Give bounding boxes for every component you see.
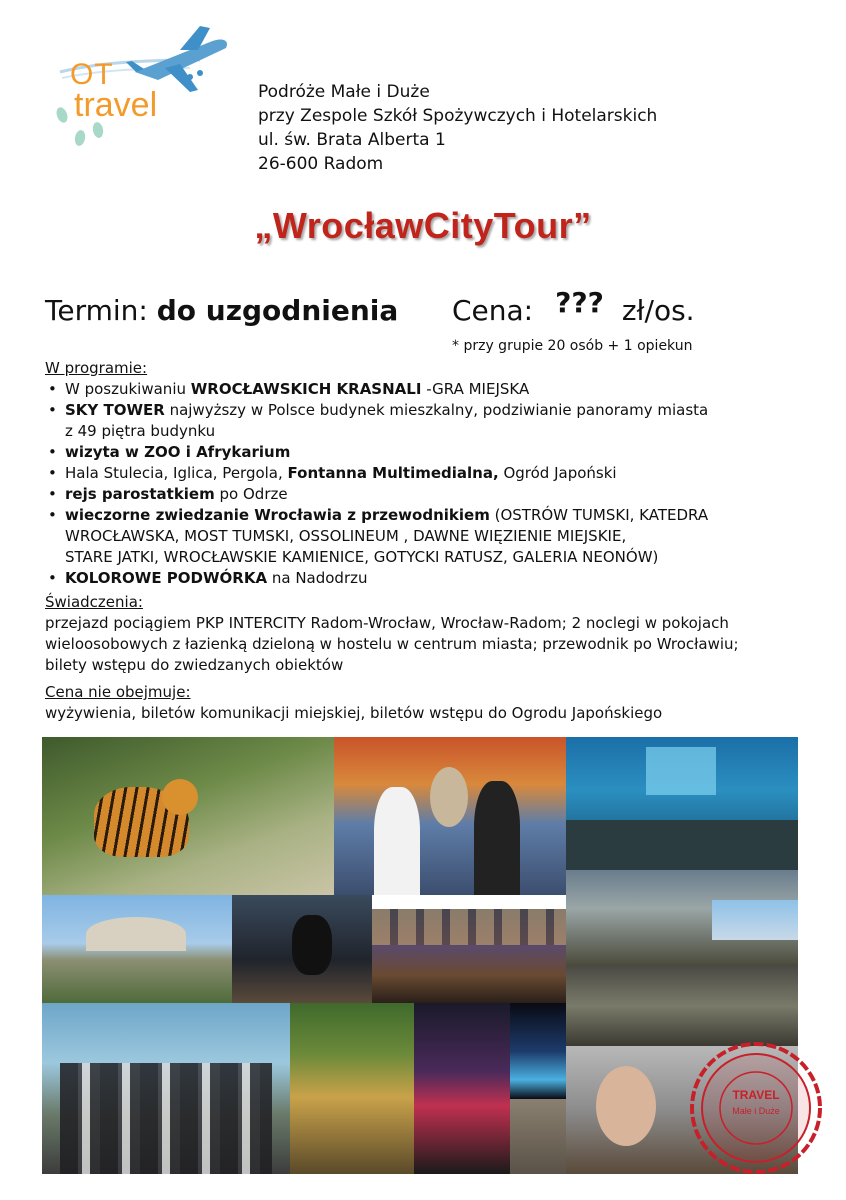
organizer-address <box>258 80 657 176</box>
list-item: • SKY TOWER najwyższy w Polsce budynek mieszkalny, podziwianie panoramy miasta z 49 piętra budynku <box>45 400 805 442</box>
courtyard-photo <box>566 966 798 1046</box>
group-photo <box>42 1003 290 1174</box>
services-text: bilety wstępu do zwiedzanych obiektów <box>45 656 344 674</box>
dwarf-statue-photo <box>510 1099 566 1174</box>
program-heading: W programie: <box>45 359 148 377</box>
not-included-section <box>45 682 805 724</box>
services-text: wieloosobowych z łazienką dzieloną w hostelu w centrum miasta; przewodnik po Wrocławiu; <box>45 635 739 653</box>
logo-brand-bottom: travel <box>74 86 158 124</box>
aquarium-photo <box>566 737 798 870</box>
scream-mural-photo <box>334 737 566 895</box>
fountain-photo <box>510 1003 566 1099</box>
services-text: przejazd pociągiem PKP INTERCITY Radom-Wrocław, Wrocław-Radom; 2 noclegi w pokojach <box>45 614 729 632</box>
services-section <box>45 592 805 676</box>
not-included-text: wyżywienia, biletów komunikacji miejskiej, biletów wstępu do Ogrodu Japońskiego <box>45 704 663 722</box>
price-row <box>452 286 695 327</box>
stamp-text: Małe i Duże <box>732 1106 780 1116</box>
centennial-hall-photo <box>42 895 232 1003</box>
address-line: ul. św. Brata Alberta 1 <box>258 130 446 150</box>
termin-label: Termin: <box>45 294 148 327</box>
list-item: • wieczorne zwiedzanie Wrocławia z przewodnikiem (OSTRÓW TUMSKI, KATEDRA WROCŁAWSKA, MOST TUMSKI, OSSOLINEUM , DAWNE WIĘZIENIE MIEJSKIE, STARE JATKI, WROCŁAWSKIE KAMIENICE, GOTYCKI RATUSZ, GALERIA NEONÓW) <box>45 505 805 568</box>
price-value: ??? <box>555 286 604 319</box>
list-item: • rejs parostatkiem po Odrze <box>45 484 805 505</box>
termin-value: do uzgodnienia <box>156 294 399 327</box>
price-label: Cena: <box>452 294 534 327</box>
park-bridge-photo <box>290 1003 414 1174</box>
ot-travel-logo <box>40 20 240 155</box>
program-list <box>45 379 805 589</box>
address-line: Podróże Małe i Duże <box>258 82 430 102</box>
tiger-photo <box>42 737 334 895</box>
address-line: 26-600 Radom <box>258 154 384 174</box>
services-heading: Świadczenia: <box>45 593 143 611</box>
night-street-photo <box>372 909 566 1003</box>
neon-gallery-photo <box>414 1003 510 1174</box>
evening-walk-photo <box>566 870 798 966</box>
logo-brand-top: OT <box>70 58 114 91</box>
price-note: * przy grupie 20 osób + 1 opiekun <box>452 338 693 354</box>
not-included-heading: Cena nie obejmuje: <box>45 683 191 701</box>
list-item: • KOLOROWE PODWÓRKA na Nadodrzu <box>45 568 805 589</box>
list-item: • W poszukiwaniu WROCŁAWSKICH KRASNALI -GRA MIEJSKA <box>45 379 805 400</box>
list-item: • wizyta w ZOO i Afrykarium <box>45 442 805 463</box>
program-section <box>45 358 805 589</box>
price-unit: zł/os. <box>621 294 695 327</box>
stamp-text: TRAVEL <box>732 1088 780 1102</box>
tour-title: „WrocławCityTour” <box>254 205 592 246</box>
termin-row <box>45 294 398 327</box>
sky-tower-view-photo <box>232 895 372 1003</box>
photo-collage <box>42 737 798 1174</box>
travel-stamp <box>688 1040 824 1176</box>
address-line: przy Zespole Szkół Spożywczych i Hotelarskich <box>258 106 658 126</box>
list-item: • Hala Stulecia, Iglica, Pergola, Fontanna Multimedialna, Ogród Japoński <box>45 463 805 484</box>
